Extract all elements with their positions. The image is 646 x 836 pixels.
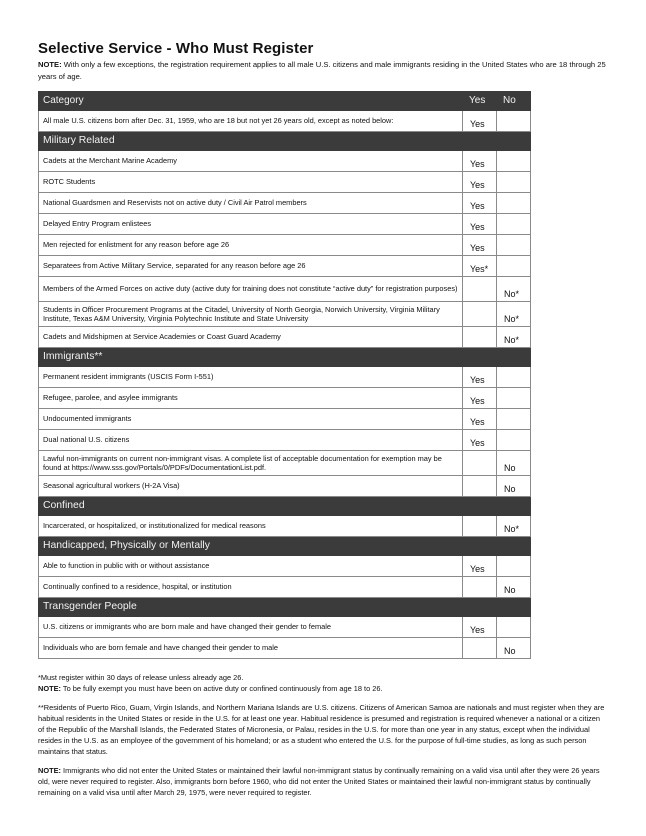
row-yes: Yes [463, 172, 497, 193]
section-header-row [39, 348, 531, 367]
section-header-row [39, 598, 531, 617]
row-yes [463, 577, 497, 598]
intro-note-text: With only a few exceptions, the registration requirement applies to all male U.S. citizens and male immigrants residing in the United States who are 18 through 25 years of age. [38, 60, 606, 81]
row-yes [463, 451, 497, 476]
row-no [497, 193, 531, 214]
table-row [39, 556, 531, 577]
section-yes-cell [463, 497, 497, 516]
row-category: Delayed Entry Program enlistees [39, 214, 463, 235]
document-page [38, 40, 606, 798]
row-no [497, 409, 531, 430]
section-label: Confined [39, 497, 463, 516]
table-row [39, 256, 531, 277]
row-category: Permanent resident immigrants (USCIS Form I-551) [39, 367, 463, 388]
footnotes [38, 672, 606, 798]
table-row [39, 638, 531, 659]
row-category: Cadets and Midshipmen at Service Academies or Coast Guard Academy [39, 327, 463, 348]
row-category: National Guardsmen and Reservists not on active duty / Civil Air Patrol members [39, 193, 463, 214]
row-yes [463, 516, 497, 537]
footnote-exempt-label: NOTE: [38, 684, 61, 693]
intro-note [38, 59, 606, 82]
footnote-immigrants: **Residents of Puerto Rico, Guam, Virgin Islands, and Northern Mariana Islands are U.S. citizens. Citizens of American Samoa are nationals and must register when they are habitual residents in the United States or reside in the U.S. for at least one year. Habitual residence is presumed and registration is required whenever a national or a citizen of the Republic of the Marshall Islands, the Federated States of Micronesia, or Palau, resides in the U.S. for more than one year in any status, except when the individual resides in the U.S. as an employee of the government of his homeland; or as a student who entered the U.S. for the purpose of full-time studies, as long as such person maintains that status. [38, 703, 605, 756]
row-yes [463, 302, 497, 327]
table-row [39, 172, 531, 193]
section-label: Immigrants** [39, 348, 463, 367]
row-yes [463, 638, 497, 659]
row-category: Men rejected for enlistment for any reason before age 26 [39, 235, 463, 256]
table-row [39, 409, 531, 430]
row-no [497, 151, 531, 172]
footnote-final-label: NOTE: [38, 766, 61, 775]
row-yes: Yes [463, 111, 497, 132]
table-row [39, 151, 531, 172]
page-title: Selective Service - Who Must Register [38, 40, 314, 57]
row-yes [463, 277, 497, 302]
row-yes: Yes [463, 214, 497, 235]
row-category: Undocumented immigrants [39, 409, 463, 430]
table-row [39, 516, 531, 537]
row-no: No [497, 451, 531, 476]
header-no: No [497, 92, 531, 111]
section-yes-cell [463, 132, 497, 151]
section-header-row [39, 537, 531, 556]
table-header-row [39, 92, 531, 111]
table-row [39, 111, 531, 132]
row-no: No [497, 476, 531, 497]
table-row [39, 577, 531, 598]
row-category: Able to function in public with or without assistance [39, 556, 463, 577]
footnote-final [38, 765, 606, 798]
section-yes-cell [463, 537, 497, 556]
section-header-row [39, 132, 531, 151]
row-category: Seasonal agricultural workers (H-2A Visa) [39, 476, 463, 497]
footnote-exempt-text: To be fully exempt you must have been on active duty or confined continuously from age 18 to 26. [61, 684, 383, 693]
row-yes: Yes [463, 388, 497, 409]
header-yes: Yes [463, 92, 497, 111]
row-yes: Yes [463, 556, 497, 577]
row-yes: Yes [463, 193, 497, 214]
footnote-exempt [38, 683, 606, 694]
row-yes: Yes [463, 430, 497, 451]
row-category: ROTC Students [39, 172, 463, 193]
row-no: No [497, 638, 531, 659]
row-yes: Yes [463, 367, 497, 388]
row-no [497, 172, 531, 193]
table-row [39, 327, 531, 348]
row-yes: Yes [463, 151, 497, 172]
table-row [39, 235, 531, 256]
row-category: Refugee, parolee, and asylee immigrants [39, 388, 463, 409]
row-yes: Yes [463, 617, 497, 638]
table-row [39, 388, 531, 409]
row-yes: Yes* [463, 256, 497, 277]
row-category: U.S. citizens or immigrants who are born male and have changed their gender to female [39, 617, 463, 638]
row-category: Students in Officer Procurement Programs at the Citadel, University of North Georgia, Norwich University, Virginia Military Institute, Texas A&M University, Virginia Polytechnic Institute and State University [39, 302, 463, 327]
section-header-row [39, 497, 531, 516]
section-no-cell [497, 497, 531, 516]
row-no [497, 617, 531, 638]
row-category: Separatees from Active Military Service, separated for any reason before age 26 [39, 256, 463, 277]
table-row [39, 617, 531, 638]
row-no: No* [497, 302, 531, 327]
section-yes-cell [463, 348, 497, 367]
row-category: Members of the Armed Forces on active duty (active duty for training does not constitute “active duty” for registration purposes) [39, 277, 463, 302]
table-row [39, 451, 531, 476]
row-yes [463, 476, 497, 497]
row-yes: Yes [463, 235, 497, 256]
row-no [497, 430, 531, 451]
table-row [39, 193, 531, 214]
row-no: No* [497, 277, 531, 302]
intro-note-label: NOTE: [38, 60, 62, 69]
row-yes [463, 327, 497, 348]
registration-table [38, 91, 531, 659]
row-no [497, 556, 531, 577]
footnote-final-text: Immigrants who did not enter the United States or maintained their lawful non-immigrant status by continually remaining on a valid visa until after they were 26 years old, were never required to register. Also, immigrants born before 1960, who did not enter the United States or maintained their lawful non-immigrant status by continually remaining on a valid visa until after March 29, 1975, were never required to register. [38, 766, 600, 797]
row-category: Lawful non-immigrants on current non-immigrant visas. A complete list of acceptable documentation for exemption may be found at https://www.sss.gov/Portals/0/PDFs/DocumentationList.pdf. [39, 451, 463, 476]
section-label: Military Related [39, 132, 463, 151]
row-no [497, 214, 531, 235]
header-category: Category [39, 92, 463, 111]
section-no-cell [497, 348, 531, 367]
table-row [39, 430, 531, 451]
row-no [497, 388, 531, 409]
row-no [497, 111, 531, 132]
row-no [497, 256, 531, 277]
section-label: Transgender People [39, 598, 463, 617]
table-row [39, 302, 531, 327]
row-no: No [497, 577, 531, 598]
row-category: Incarcerated, or hospitalized, or institutionalized for medical reasons [39, 516, 463, 537]
section-no-cell [497, 132, 531, 151]
row-category: Individuals who are born female and have changed their gender to male [39, 638, 463, 659]
table-row [39, 214, 531, 235]
row-category: Continually confined to a residence, hospital, or institution [39, 577, 463, 598]
row-category: Cadets at the Merchant Marine Academy [39, 151, 463, 172]
row-no: No* [497, 327, 531, 348]
row-yes: Yes [463, 409, 497, 430]
table-row [39, 476, 531, 497]
footnote-release: *Must register within 30 days of release unless already age 26. [38, 673, 244, 682]
section-no-cell [497, 598, 531, 617]
table-row [39, 277, 531, 302]
row-category: Dual national U.S. citizens [39, 430, 463, 451]
registration-table-body [39, 92, 531, 659]
section-no-cell [497, 537, 531, 556]
section-yes-cell [463, 598, 497, 617]
row-no: No* [497, 516, 531, 537]
table-row [39, 367, 531, 388]
section-label: Handicapped, Physically or Mentally [39, 537, 463, 556]
row-no [497, 367, 531, 388]
row-no [497, 235, 531, 256]
row-category: All male U.S. citizens born after Dec. 31, 1959, who are 18 but not yet 26 years old, except as noted below: [39, 111, 463, 132]
